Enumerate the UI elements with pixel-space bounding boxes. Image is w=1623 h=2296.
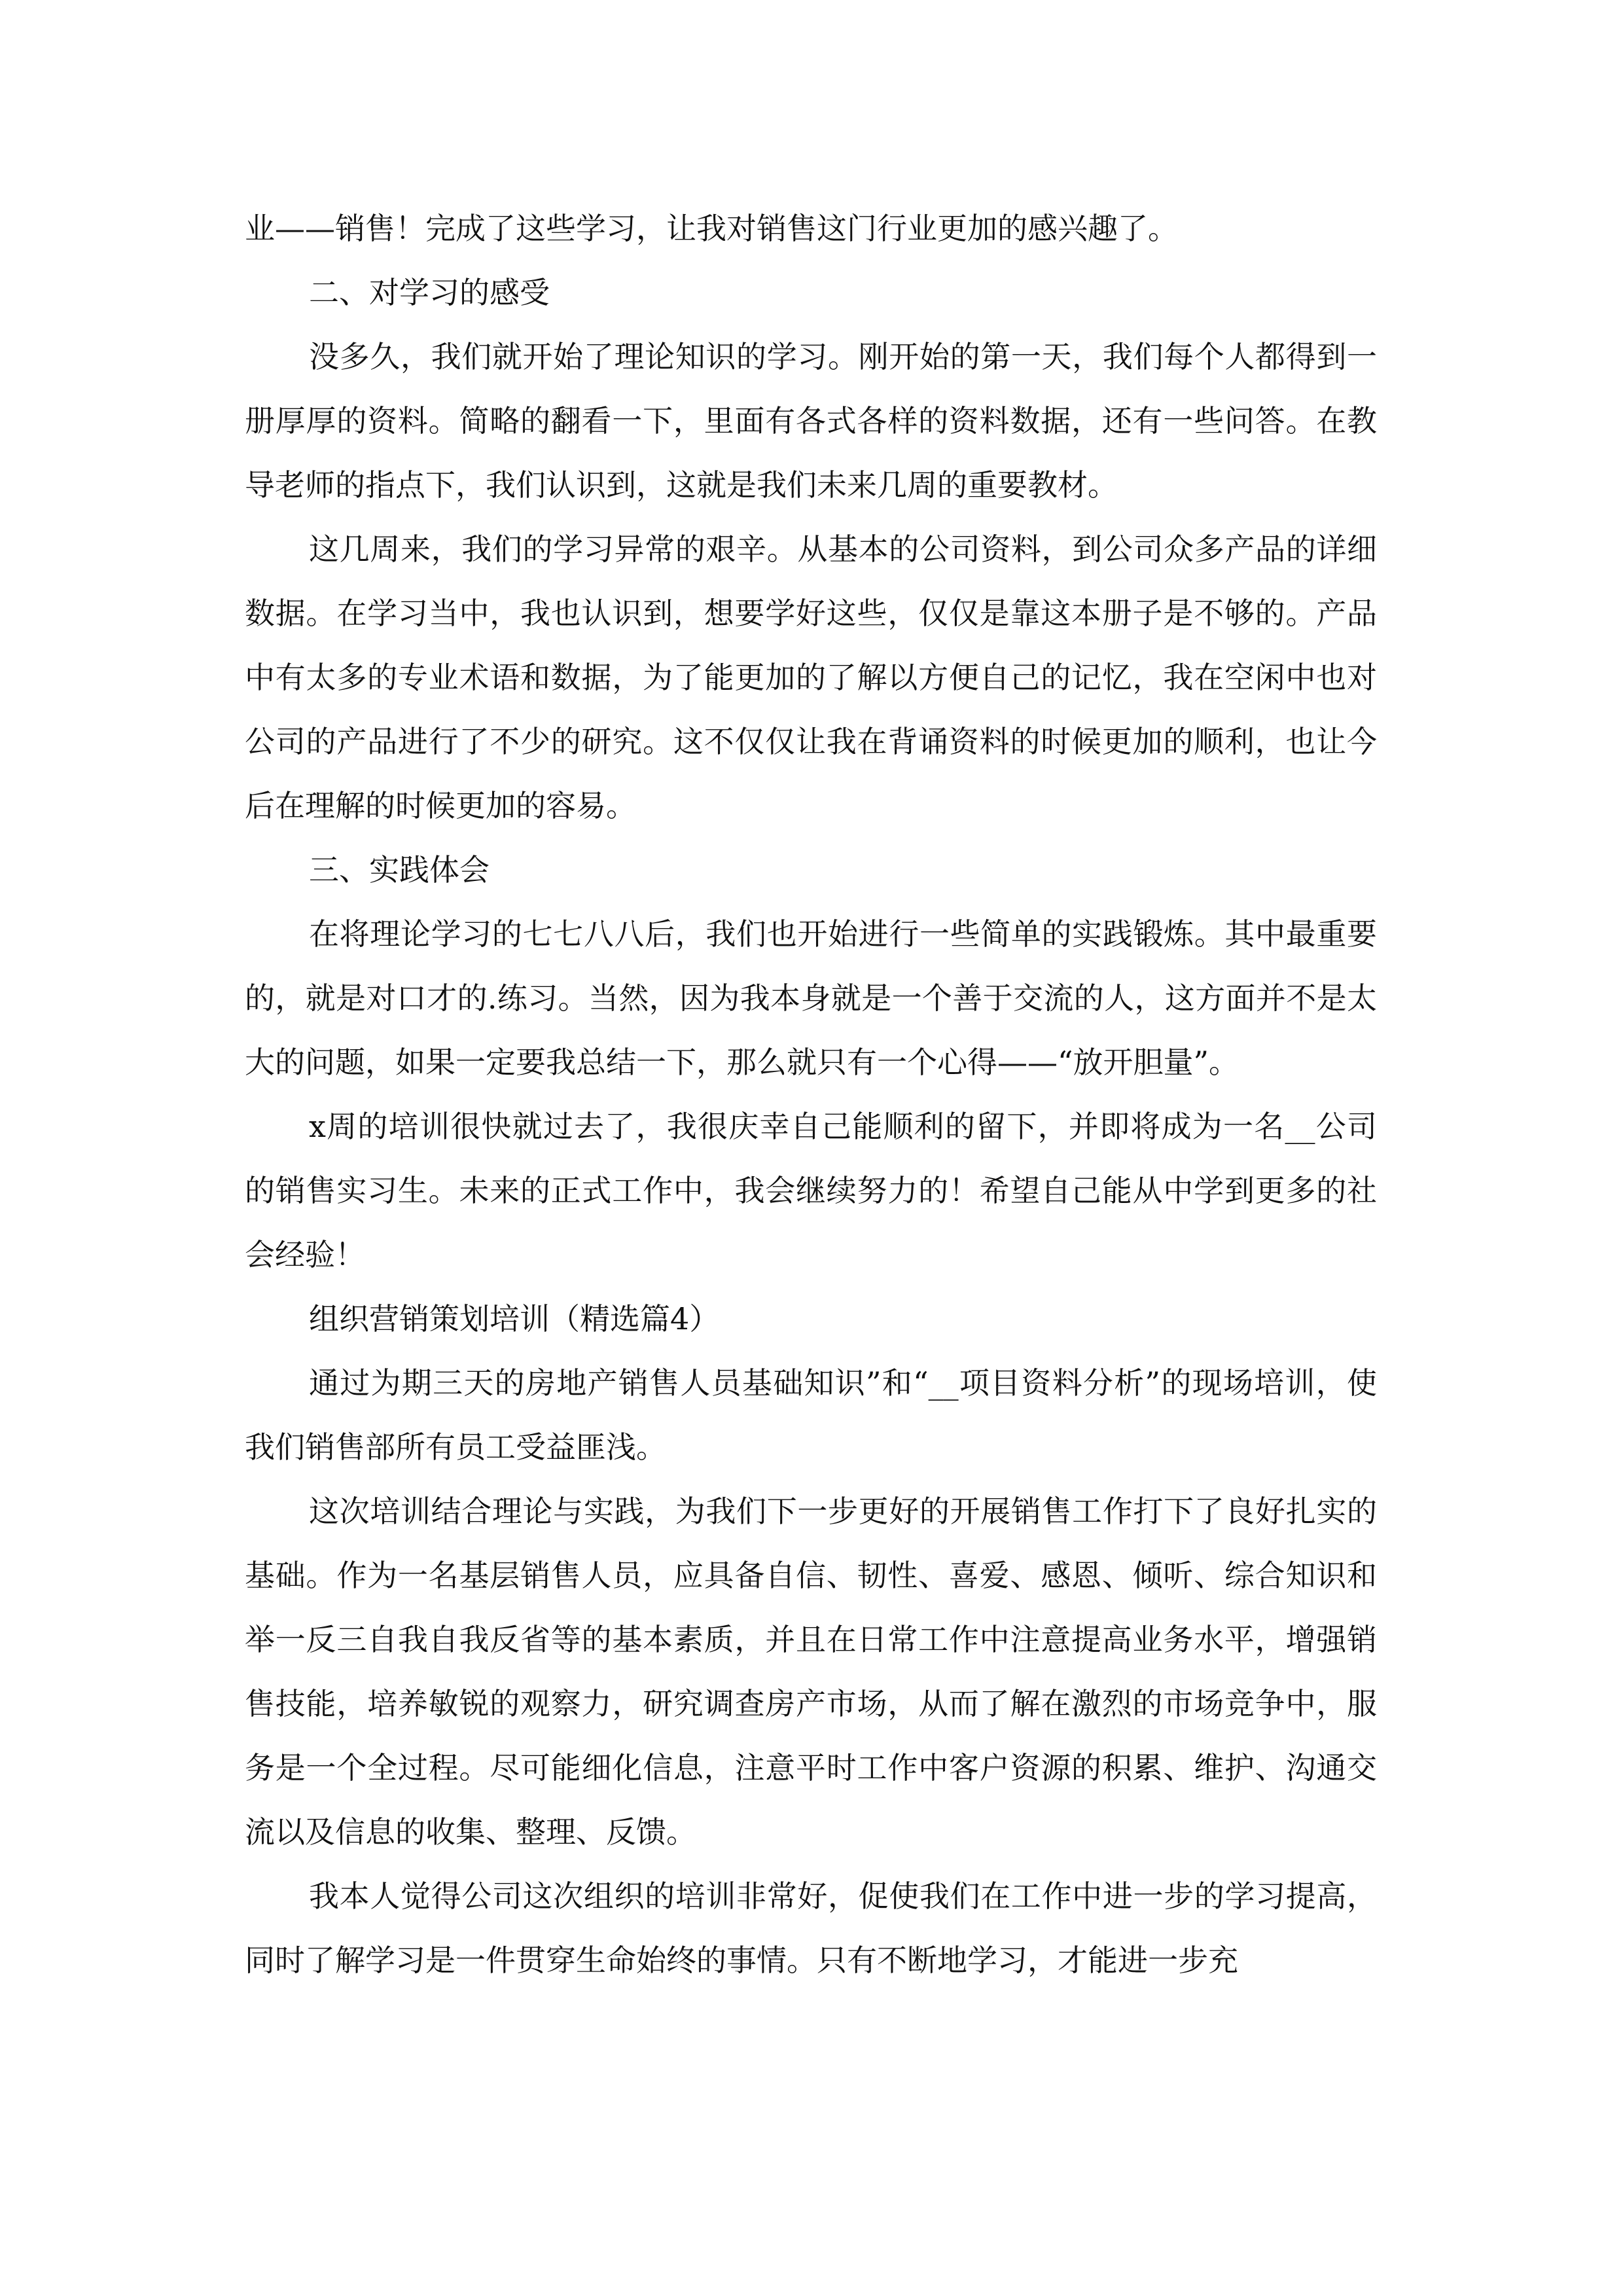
section-heading-study-feelings: 二、对学习的感受 bbox=[309, 275, 550, 310]
paragraph-continuation: 业——销售！完成了这些学习，让我对销售这门行业更加的感兴趣了。 bbox=[245, 211, 1178, 246]
paragraph: 这次培训结合理论与实践，为我们下一步更好的开展销售工作打下了良好扎实的基础。作为一名基层销售人员，应具备自信、韧性、喜爱、感恩、倾听、综合知识和举一反三自我自我反省等的基本素质，并且在日常工作中注意提高业务水平，增强销售技能，培养敏锐的观察力，研究调查房产市场，从而了解在激烈的市场竞争中，服务是一个全过程。尽可能细化信息，注意平时工作中客户资源的积累、维护、沟通交流以及信息的收集、整理、反馈。 bbox=[245, 1494, 1377, 1850]
paragraph: 在将理论学习的七七八八后，我们也开始进行一些简单的实践锻炼。其中最重要的，就是对口才的.练习。当然，因为我本身就是一个善于交流的人，这方面并不是太大的问题，如果一定要我总结一下，那么就只有一个心得——“放开胆量”。 bbox=[245, 916, 1377, 1080]
paragraph: x周的培训很快就过去了，我很庆幸自己能顺利的留下，并即将成为一名__公司的销售实习生。未来的正式工作中，我会继续努力的！希望自己能从中学到更多的社会经验！ bbox=[245, 1109, 1377, 1272]
paragraph: 我本人觉得公司这次组织的培训非常好，促使我们在工作中进一步的学习提高，同时了解学习是一件贯穿生命始终的事情。只有不断地学习，才能进一步充 bbox=[245, 1878, 1377, 1978]
paragraph: 没多久，我们就开始了理论知识的学习。刚开始的第一天，我们每个人都得到一册厚厚的资料。简略的翻看一下，里面有各式各样的资料数据，还有一些问答。在教导老师的指点下，我们认识到，这就是我们未来几周的重要教材。 bbox=[245, 339, 1377, 503]
document-page bbox=[245, 196, 1377, 1992]
section-heading-practice: 三、实践体会 bbox=[309, 852, 490, 888]
article-title: 组织营销策划培训（精选篇4） bbox=[309, 1301, 720, 1336]
paragraph: 通过为期三天的房地产销售人员基础知识”和“__项目资料分析”的现场培训，使我们销售部所有员工受益匪浅。 bbox=[245, 1365, 1377, 1465]
paragraph: 这几周来，我们的学习异常的艰辛。从基本的公司资料，到公司众多产品的详细数据。在学习当中，我也认识到，想要学好这些，仅仅是靠这本册子是不够的。产品中有太多的专业术语和数据，为了能更加的了解以方便自己的记忆，我在空闲中也对公司的产品进行了不少的研究。这不仅仅让我在背诵资料的时候更加的顺利，也让今后在理解的时候更加的容易。 bbox=[245, 531, 1377, 823]
